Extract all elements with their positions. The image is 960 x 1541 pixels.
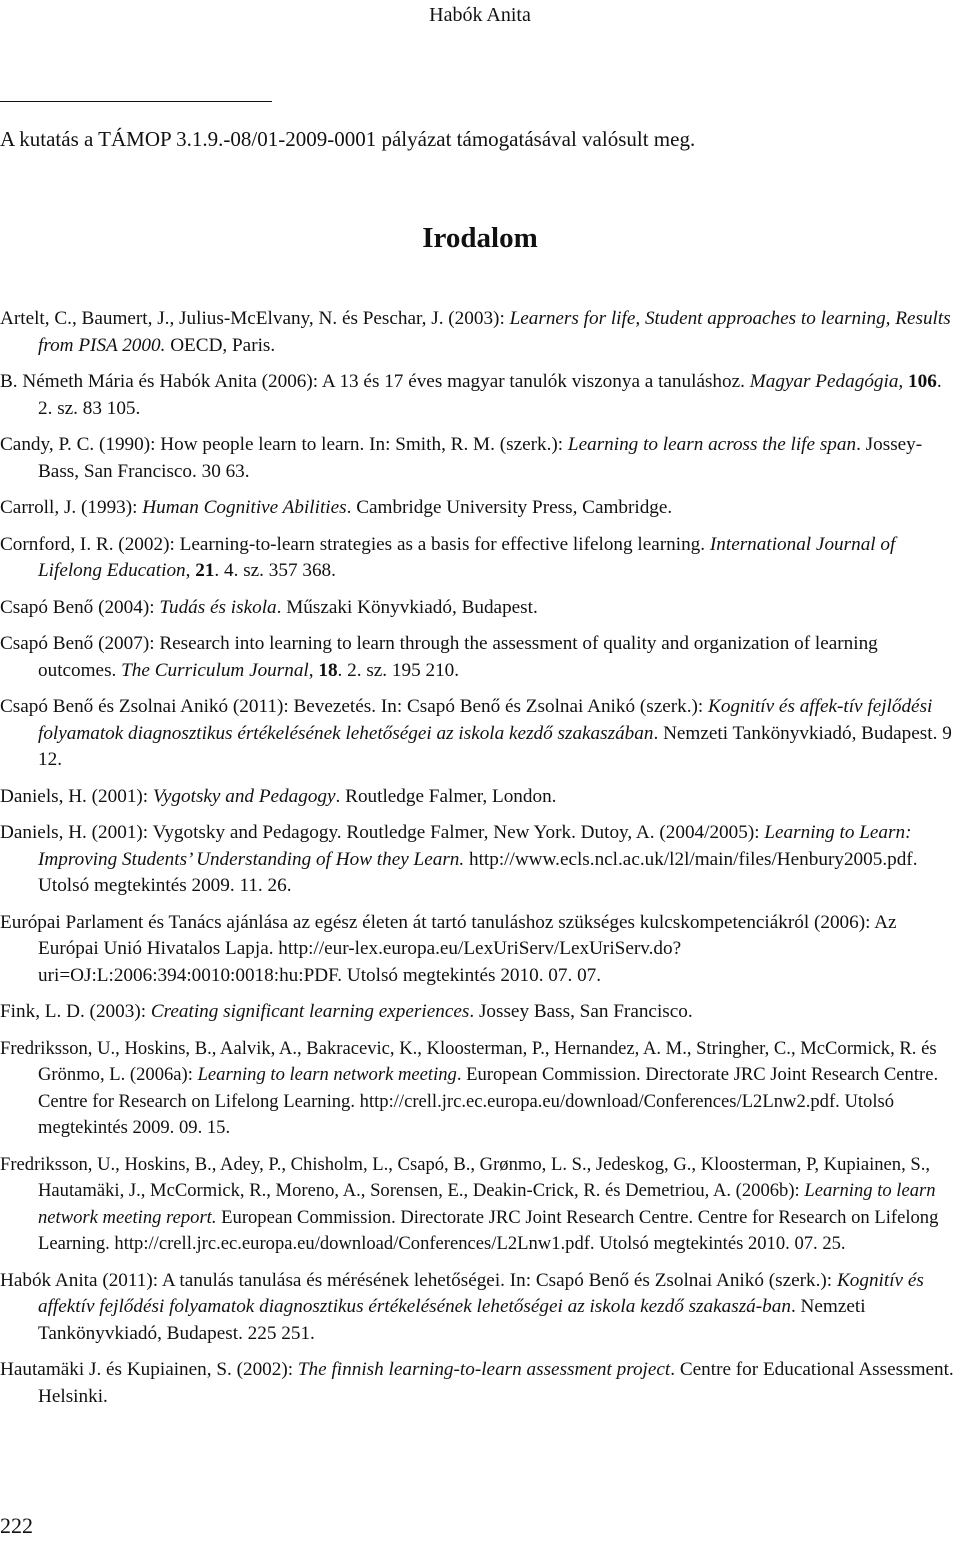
reference-text: Vygotsky and Pedagogy [152,785,336,807]
reference-text: Kognitív és affek-tív fejlődési folyamatok diagnosztikus értékelésének lehetőségei az iskola kezdő szakaszában [38,696,933,744]
reference-text: Cornford, I. R. (2002): Learning-to-learn strategies as a basis for effective lifelong learning. [0,533,710,555]
section-title: Irodalom [422,222,538,254]
reference-text: Daniels, H. (2001): Vygotsky and Pedagogy. Routledge Falmer, New York. Dutoy, A. (2004/2005): [0,822,765,843]
reference-text: Kognitív és affektív fejlődési folyamatok diagnosztikus értékelésének lehetőségei az iskola kezdő szakaszá-ban [38,1269,924,1317]
reference-text: OECD, Paris. [165,334,276,356]
reference-text: Fredriksson, U., Hoskins, B., Adey, P., Chisholm, L., Csapó, B., Grønmo, L. S., Jedeskog, G., Kloosterman, P, Kupiainen, S., Hautamäki, J., McCormick, R., Moreno, A., Sorensen, E., Deakin-Crick, R. és Demetriou, A. (2006b): [0,1153,931,1201]
reference-text: . Nemzeti Tankönyvkiadó, Budapest. 9 12. [38,722,952,770]
reference-text: Magyar Pedagógia, [749,371,904,392]
reference-entry [0,910,960,990]
reference-text: The Curriculum Journal [121,659,309,681]
funding-footnote: A kutatás a TÁMOP 3.1.9.-08/01-2009-0001 pályázat támogatásával valósult meg. [0,127,696,151]
reference-text: . Jossey Bass, San Francisco. [469,1001,693,1022]
reference-text: Csapó Benő és Zsolnai Anikó (2011): Bevezetés. In: Csapó Benő és Zsolnai Anikó (szerk.): [0,696,709,717]
reference-text: Learning to Learn: Improving Students’ Understanding of How they Learn. [38,822,912,870]
reference-entry [0,1036,960,1142]
reference-text: , [308,659,319,681]
reference-text: Human Cognitive Abilities [142,497,347,518]
reference-entry [0,999,960,1026]
reference-text: Carroll, J. (1993): [0,497,143,518]
page-number: 222 [0,1513,33,1538]
reference-text: Habók Anita (2011): A tanulás tanulása és mérésének lehetőségei. In: Csapó Benő és Zsolnai Anikó (szerk.): [0,1269,837,1291]
reference-text: Creating significant learning experiences [150,1001,470,1022]
reference-entry [0,694,960,774]
reference-text: The finnish learning-to-learn assessment project [297,1359,671,1380]
reference-text: Európai Parlament és Tanács ajánlása az egész életen át tartó tanuláshoz szükséges kulcskompetenciákról (2006): Az Európai Unió Hivatalos Lapja. http://eur-lex.europa.eu/LexUriServ/LexUriServ.do?uri=OJ:L:2006:394:0010:0018:hu:PDF. Utolsó megtekintés 2010. 07. 07. [0,911,897,986]
reference-entry [0,631,960,684]
reference-text: International Journal of Lifelong Education [38,533,896,581]
reference-text: . Jossey-Bass, San Francisco. 30 63. [38,434,923,482]
reference-entry [0,306,960,359]
footnote-rule [0,101,272,102]
reference-text: . Cambridge University Press, Cambridge. [346,497,673,518]
reference-entry [0,532,960,585]
reference-entry [0,369,960,422]
reference-text: Learning to learn network meeting report. [38,1180,936,1228]
reference-text: . 2. sz. 195 210. [337,659,460,681]
reference-text: Csapó Benő (2004): [0,596,160,618]
reference-text: Tudás és iskola [159,596,277,618]
reference-text: Hautamäki J. és Kupiainen, S. (2002): [0,1359,298,1380]
reference-entry [0,784,960,811]
reference-entry [0,820,960,900]
reference-text: . Nemzeti Tankönyvkiadó, Budapest. 225 251. [38,1296,866,1344]
reference-entry [0,1357,960,1410]
reference-text: 18 [318,659,338,681]
reference-text: . 2. sz. 83 105. [38,371,942,419]
reference-text: 106 [908,371,937,392]
reference-text: European Commission. Directorate JRC Joint Research Centre. Centre for Research on Lifelong Learning. http://crell.jrc.ec.europa.eu/download/Conferences/L2Lnw1.pdf. Utolsó megtekintés 2010. 07. 25. [38,1206,939,1254]
reference-text: Candy, P. C. (1990): How people learn to learn. In: Smith, R. M. (szerk.): [0,434,568,455]
reference-entry [0,432,960,485]
reference-text: Artelt, C., Baumert, J., Julius-McElvany, N. és Peschar, J. (2003): [0,308,510,329]
reference-text: Daniels, H. (2001): [0,785,153,807]
reference-entry [0,1268,960,1348]
reference-text: B. Németh Mária és Habók Anita (2006): A 13 és 17 éves magyar tanulók viszonya a tanuláshoz. [0,371,750,392]
reference-text: 21 [195,560,215,581]
reference-text: . Routledge Falmer, London. [335,785,557,807]
reference-entry [0,1152,960,1258]
reference-text: http://www.ecls.ncl.ac.uk/l2l/main/files/Henbury2005.pdf. Utolsó megtekintés 2009. 11. 26. [38,848,918,896]
reference-text: . Műszaki Könyvkiadó, Budapest. [276,596,538,618]
running-header: Habók Anita [429,4,531,26]
reference-text: Fink, L. D. (2003): [0,1001,151,1022]
reference-text: , [185,560,196,581]
reference-text: Fredriksson, U., Hoskins, B., Aalvik, A., Bakracevic, K., Kloosterman, P., Hernandez, A. M., Stringher, C., McCormick, R. és Grönmo, L. (2006a): [0,1037,937,1085]
reference-text: . Centre for Educational Assessment. Helsinki. [38,1359,954,1407]
reference-text: Learners for life, Student approaches to learning, Results from PISA 2000. [38,308,951,356]
reference-list [0,306,960,1420]
reference-text: Learning to learn across the life span [567,434,857,455]
reference-text: . 4. sz. 357 368. [214,560,336,581]
reference-entry [0,495,960,522]
reference-text: Csapó Benő (2007): Research into learning to learn through the assessment of quality and organization of learning outcomes. [0,633,878,681]
reference-text: . European Commission. Directorate JRC Joint Research Centre. Centre for Research on Lifelong Learning. http://crell.jrc.ec.europa.eu/download/Conferences/L2Lnw2.pdf. Utolsó megtekintés 2009. 09. 15. [38,1064,939,1138]
reference-entry [0,595,960,622]
reference-text: Learning to learn network meeting [197,1064,457,1085]
